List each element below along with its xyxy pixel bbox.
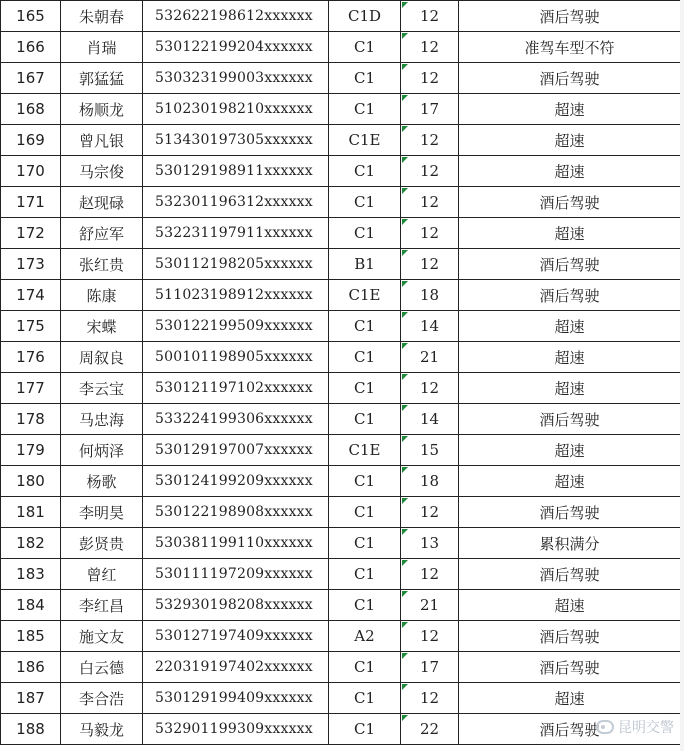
table-row (1, 32, 681, 63)
cell-license-class[interactable]: C1 (329, 652, 401, 683)
watermark (596, 717, 674, 737)
cell-number[interactable]: 184 (1, 590, 61, 621)
cell-points[interactable]: 12 (401, 32, 459, 63)
cell-license-class[interactable]: C1E (329, 435, 401, 466)
cell-license-class[interactable]: C1 (329, 63, 401, 94)
cell-license-class[interactable]: A2 (329, 621, 401, 652)
cell-reason[interactable]: 准驾车型不符 (459, 32, 681, 63)
cell-name[interactable]: 曾红 (61, 559, 143, 590)
cell-number[interactable]: 179 (1, 435, 61, 466)
cell-points[interactable]: 12 (401, 497, 459, 528)
cell-points[interactable]: 12 (401, 559, 459, 590)
cell-name[interactable]: 李合浩 (61, 683, 143, 714)
cell-number[interactable]: 175 (1, 311, 61, 342)
cell-id-number[interactable]: 530124199209xxxxxx (143, 466, 329, 497)
cell-number[interactable]: 174 (1, 280, 61, 311)
cell-name[interactable]: 郭猛猛 (61, 63, 143, 94)
table-row (1, 249, 681, 280)
cell-license-class[interactable]: C1 (329, 559, 401, 590)
cell-points[interactable]: 12 (401, 218, 459, 249)
cell-points[interactable]: 18 (401, 466, 459, 497)
cell-name[interactable]: 李云宝 (61, 373, 143, 404)
cell-points[interactable]: 12 (401, 1, 459, 32)
table-row (1, 497, 681, 528)
cell-name[interactable]: 陈康 (61, 280, 143, 311)
cell-name[interactable]: 杨歌 (61, 466, 143, 497)
cell-id-number[interactable]: 220319197402xxxxxx (143, 652, 329, 683)
cell-id-number[interactable]: 500101198905xxxxxx (143, 342, 329, 373)
cell-points[interactable]: 17 (401, 94, 459, 125)
cell-points[interactable]: 12 (401, 249, 459, 280)
cell-license-class[interactable]: C1 (329, 373, 401, 404)
cell-reason[interactable]: 超速 (459, 435, 681, 466)
cell-points[interactable]: 13 (401, 528, 459, 559)
cell-reason[interactable]: 超速 (459, 466, 681, 497)
cell-license-class[interactable]: C1 (329, 311, 401, 342)
cell-id-number[interactable]: 530127197409xxxxxx (143, 621, 329, 652)
cell-points[interactable]: 17 (401, 652, 459, 683)
cell-license-class[interactable]: C1 (329, 94, 401, 125)
cell-id-number[interactable]: 532231197911xxxxxx (143, 218, 329, 249)
cell-name[interactable]: 杨顺龙 (61, 94, 143, 125)
cell-id-number[interactable]: 510230198210xxxxxx (143, 94, 329, 125)
cell-reason[interactable]: 超速 (459, 156, 681, 187)
cell-points[interactable]: 12 (401, 373, 459, 404)
cell-id-number[interactable]: 530129197007xxxxxx (143, 435, 329, 466)
cell-license-class[interactable]: C1 (329, 497, 401, 528)
cell-points[interactable]: 12 (401, 156, 459, 187)
cell-license-class[interactable]: C1D (329, 1, 401, 32)
cell-reason[interactable]: 酒后驾驶 (459, 714, 681, 745)
cell-name[interactable]: 彭贤贵 (61, 528, 143, 559)
cell-reason[interactable]: 超速 (459, 590, 681, 621)
cell-points[interactable]: 14 (401, 404, 459, 435)
table-row (1, 652, 681, 683)
table-row (1, 1, 681, 32)
cell-number[interactable]: 187 (1, 683, 61, 714)
cell-number[interactable]: 183 (1, 559, 61, 590)
cell-points[interactable]: 12 (401, 683, 459, 714)
table-row (1, 156, 681, 187)
table-body (1, 1, 681, 745)
cell-name[interactable]: 何炳泽 (61, 435, 143, 466)
cell-id-number[interactable]: 530111197209xxxxxx (143, 559, 329, 590)
cell-number[interactable]: 166 (1, 32, 61, 63)
cell-reason[interactable]: 酒后驾驶 (459, 280, 681, 311)
cell-reason[interactable]: 酒后驾驶 (459, 249, 681, 280)
cell-reason[interactable]: 超速 (459, 94, 681, 125)
cell-number[interactable]: 170 (1, 156, 61, 187)
cell-reason[interactable]: 酒后驾驶 (459, 621, 681, 652)
cell-points[interactable]: 12 (401, 621, 459, 652)
cell-reason[interactable]: 酒后驾驶 (459, 1, 681, 32)
cell-number[interactable]: 182 (1, 528, 61, 559)
cell-name[interactable]: 李红昌 (61, 590, 143, 621)
cell-number[interactable]: 171 (1, 187, 61, 218)
cell-number[interactable]: 178 (1, 404, 61, 435)
cell-license-class[interactable]: C1 (329, 528, 401, 559)
cell-license-class[interactable]: C1 (329, 32, 401, 63)
table-row (1, 125, 681, 156)
cell-number[interactable]: 188 (1, 714, 61, 745)
cell-name[interactable]: 曾凡银 (61, 125, 143, 156)
cell-name[interactable]: 赵现碌 (61, 187, 143, 218)
table-row (1, 373, 681, 404)
cell-number[interactable]: 177 (1, 373, 61, 404)
cell-reason[interactable]: 酒后驾驶 (459, 559, 681, 590)
cell-reason[interactable]: 超速 (459, 311, 681, 342)
cell-points[interactable]: 21 (401, 590, 459, 621)
cell-number[interactable]: 176 (1, 342, 61, 373)
table-row (1, 311, 681, 342)
cell-reason[interactable]: 累积满分 (459, 528, 681, 559)
cell-number[interactable]: 185 (1, 621, 61, 652)
cell-number[interactable]: 168 (1, 94, 61, 125)
cell-reason[interactable]: 酒后驾驶 (459, 404, 681, 435)
table-row (1, 94, 681, 125)
cell-id-number[interactable]: 533224199306xxxxxx (143, 404, 329, 435)
cell-license-class[interactable]: C1 (329, 218, 401, 249)
cell-points[interactable]: 21 (401, 342, 459, 373)
table-row (1, 280, 681, 311)
table-row (1, 528, 681, 559)
cell-id-number[interactable]: 513430197305xxxxxx (143, 125, 329, 156)
cell-points[interactable]: 12 (401, 187, 459, 218)
cell-number[interactable]: 180 (1, 466, 61, 497)
cell-name[interactable]: 施文友 (61, 621, 143, 652)
cell-id-number[interactable]: 530323199003xxxxxx (143, 63, 329, 94)
cell-id-number[interactable]: 532901199309xxxxxx (143, 714, 329, 745)
cell-name[interactable]: 马忠海 (61, 404, 143, 435)
table-row (1, 404, 681, 435)
cell-name[interactable]: 宋蝶 (61, 311, 143, 342)
cell-number[interactable]: 186 (1, 652, 61, 683)
table-row (1, 683, 681, 714)
cell-name[interactable]: 周叙良 (61, 342, 143, 373)
cell-license-class[interactable]: C1 (329, 683, 401, 714)
cell-name[interactable]: 张红贵 (61, 249, 143, 280)
cell-reason[interactable]: 酒后驾驶 (459, 652, 681, 683)
table-row (1, 187, 681, 218)
cell-license-class[interactable]: C1E (329, 125, 401, 156)
cell-reason[interactable]: 酒后驾驶 (459, 497, 681, 528)
cell-points[interactable]: 22 (401, 714, 459, 745)
wechat-icon (596, 720, 614, 734)
cell-id-number[interactable]: 530112198205xxxxxx (143, 249, 329, 280)
cell-reason[interactable]: 超速 (459, 683, 681, 714)
cell-license-class[interactable]: C1 (329, 714, 401, 745)
cell-id-number[interactable]: 532622198612xxxxxx (143, 1, 329, 32)
table-row (1, 435, 681, 466)
cell-license-class[interactable]: B1 (329, 249, 401, 280)
cell-id-number[interactable]: 530129199409xxxxxx (143, 683, 329, 714)
cell-name[interactable]: 马毅龙 (61, 714, 143, 745)
sheet-edge (680, 0, 684, 751)
cell-license-class[interactable]: C1 (329, 590, 401, 621)
cell-number[interactable]: 181 (1, 497, 61, 528)
cell-name[interactable]: 舒应军 (61, 218, 143, 249)
cell-number[interactable]: 167 (1, 63, 61, 94)
cell-number[interactable]: 165 (1, 1, 61, 32)
cell-id-number[interactable]: 530121197102xxxxxx (143, 373, 329, 404)
table-row (1, 63, 681, 94)
watermark-text: 昆明交警 (618, 720, 674, 736)
table-row (1, 590, 681, 621)
cell-reason[interactable]: 酒后驾驶 (459, 187, 681, 218)
cell-id-number[interactable]: 511023198912xxxxxx (143, 280, 329, 311)
cell-license-class[interactable]: C1E (329, 280, 401, 311)
cell-points[interactable]: 18 (401, 280, 459, 311)
cell-name[interactable]: 朱朝春 (61, 1, 143, 32)
table-row (1, 714, 681, 745)
cell-name[interactable]: 肖瑞 (61, 32, 143, 63)
cell-name[interactable]: 马宗俊 (61, 156, 143, 187)
cell-number[interactable]: 172 (1, 218, 61, 249)
table-row (1, 621, 681, 652)
cell-points[interactable]: 12 (401, 125, 459, 156)
cell-license-class[interactable]: C1 (329, 156, 401, 187)
cell-id-number[interactable]: 530381199110xxxxxx (143, 528, 329, 559)
cell-id-number[interactable]: 532301196312xxxxxx (143, 187, 329, 218)
cell-points[interactable]: 12 (401, 63, 459, 94)
cell-number[interactable]: 173 (1, 249, 61, 280)
cell-id-number[interactable]: 530122199509xxxxxx (143, 311, 329, 342)
cell-license-class[interactable]: C1 (329, 404, 401, 435)
table-row (1, 342, 681, 373)
cell-points[interactable]: 15 (401, 435, 459, 466)
cell-reason[interactable]: 超速 (459, 218, 681, 249)
cell-name[interactable]: 李明昊 (61, 497, 143, 528)
cell-id-number[interactable]: 532930198208xxxxxx (143, 590, 329, 621)
cell-reason[interactable]: 超速 (459, 373, 681, 404)
cell-id-number[interactable]: 530129198911xxxxxx (143, 156, 329, 187)
cell-license-class[interactable]: C1 (329, 187, 401, 218)
cell-license-class[interactable]: C1 (329, 342, 401, 373)
cell-reason[interactable]: 超速 (459, 125, 681, 156)
cell-reason[interactable]: 超速 (459, 342, 681, 373)
table-row (1, 218, 681, 249)
table-row (1, 466, 681, 497)
cell-license-class[interactable]: C1 (329, 466, 401, 497)
cell-id-number[interactable]: 530122199204xxxxxx (143, 32, 329, 63)
cell-name[interactable]: 白云德 (61, 652, 143, 683)
cell-number[interactable]: 169 (1, 125, 61, 156)
cell-reason[interactable]: 酒后驾驶 (459, 63, 681, 94)
cell-id-number[interactable]: 530122198908xxxxxx (143, 497, 329, 528)
table-row (1, 559, 681, 590)
cell-points[interactable]: 14 (401, 311, 459, 342)
